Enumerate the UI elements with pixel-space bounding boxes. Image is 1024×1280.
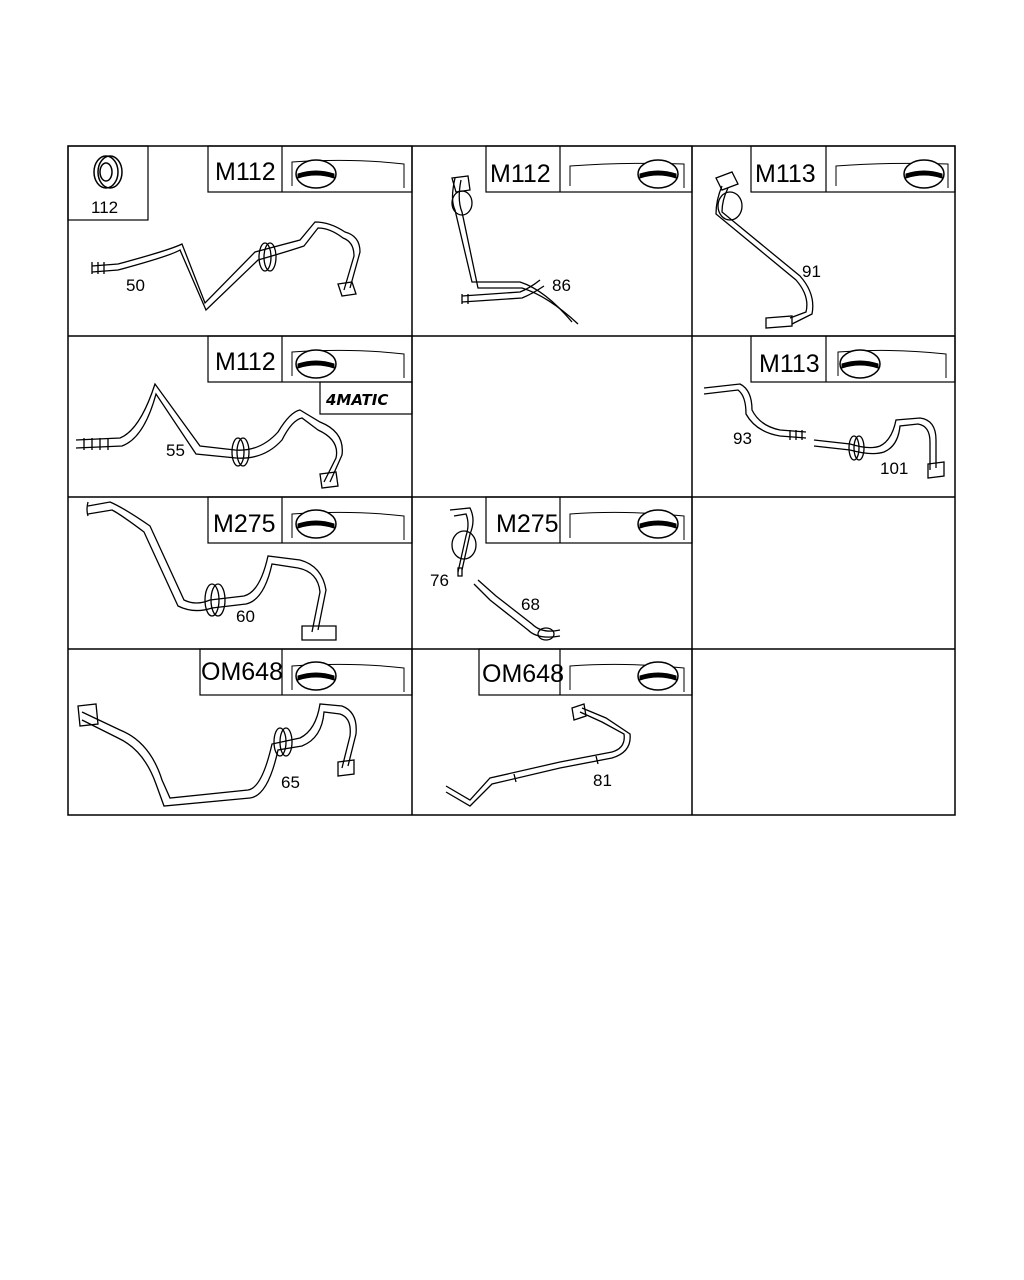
car-top-view-icon [292,160,404,188]
engine-label-m275: M275 [496,510,559,538]
part-number-112: 112 [91,198,119,217]
cell-m275-60 [87,497,412,640]
part-number-50: 50 [126,276,145,295]
cell-m112-55 [76,336,412,488]
car-top-view-icon [570,160,684,188]
part-number-68: 68 [521,595,540,614]
car-top-view-icon [838,350,946,378]
pipe-93 [704,384,806,440]
part-number-101: 101 [880,459,909,478]
engine-label-m113: M113 [755,160,816,188]
engine-label-m112: M112 [490,160,551,188]
part-number-55: 55 [166,441,185,460]
engine-label-m275: M275 [213,510,276,538]
cell-om648-81 [446,649,692,806]
part-number-91: 91 [802,262,821,281]
cell-m275-76-68 [430,497,692,640]
pipe-81 [446,704,630,806]
pipe-86 [452,176,578,324]
part-number-93: 93 [733,429,752,448]
part-number-65: 65 [281,773,300,792]
car-top-view-icon [292,662,404,692]
cell-m112-50 [68,146,412,310]
engine-label-m112: M112 [215,158,276,186]
grommet-112-icon [94,156,122,188]
4matic-badge: 4MATIC [326,391,389,409]
engine-label-om648: OM648 [482,660,564,688]
pipe-76 [450,508,476,576]
pipe-55 [76,384,342,488]
pipe-65 [78,704,356,806]
cell-m113-91 [716,146,955,328]
car-top-view-icon [570,662,684,692]
car-top-view-icon [292,350,404,378]
part-number-76: 76 [430,571,449,590]
cell-m112-86 [452,146,692,324]
pipe-68 [474,580,560,640]
car-top-view-icon [292,510,404,540]
cell-m113-93-101 [704,336,955,478]
pipe-101 [814,418,944,478]
part-number-81: 81 [593,771,612,790]
pipe-50 [92,222,360,310]
pipe-91 [716,172,813,328]
car-top-view-icon [836,160,948,188]
engine-label-om648: OM648 [201,658,283,686]
grid-frame [68,146,955,815]
engine-label-m112: M112 [215,348,276,376]
part-number-60: 60 [236,607,255,626]
cell-om648-65 [78,649,412,806]
car-top-view-icon [570,510,684,540]
part-number-86: 86 [552,276,571,295]
engine-label-m113: M113 [759,350,820,378]
